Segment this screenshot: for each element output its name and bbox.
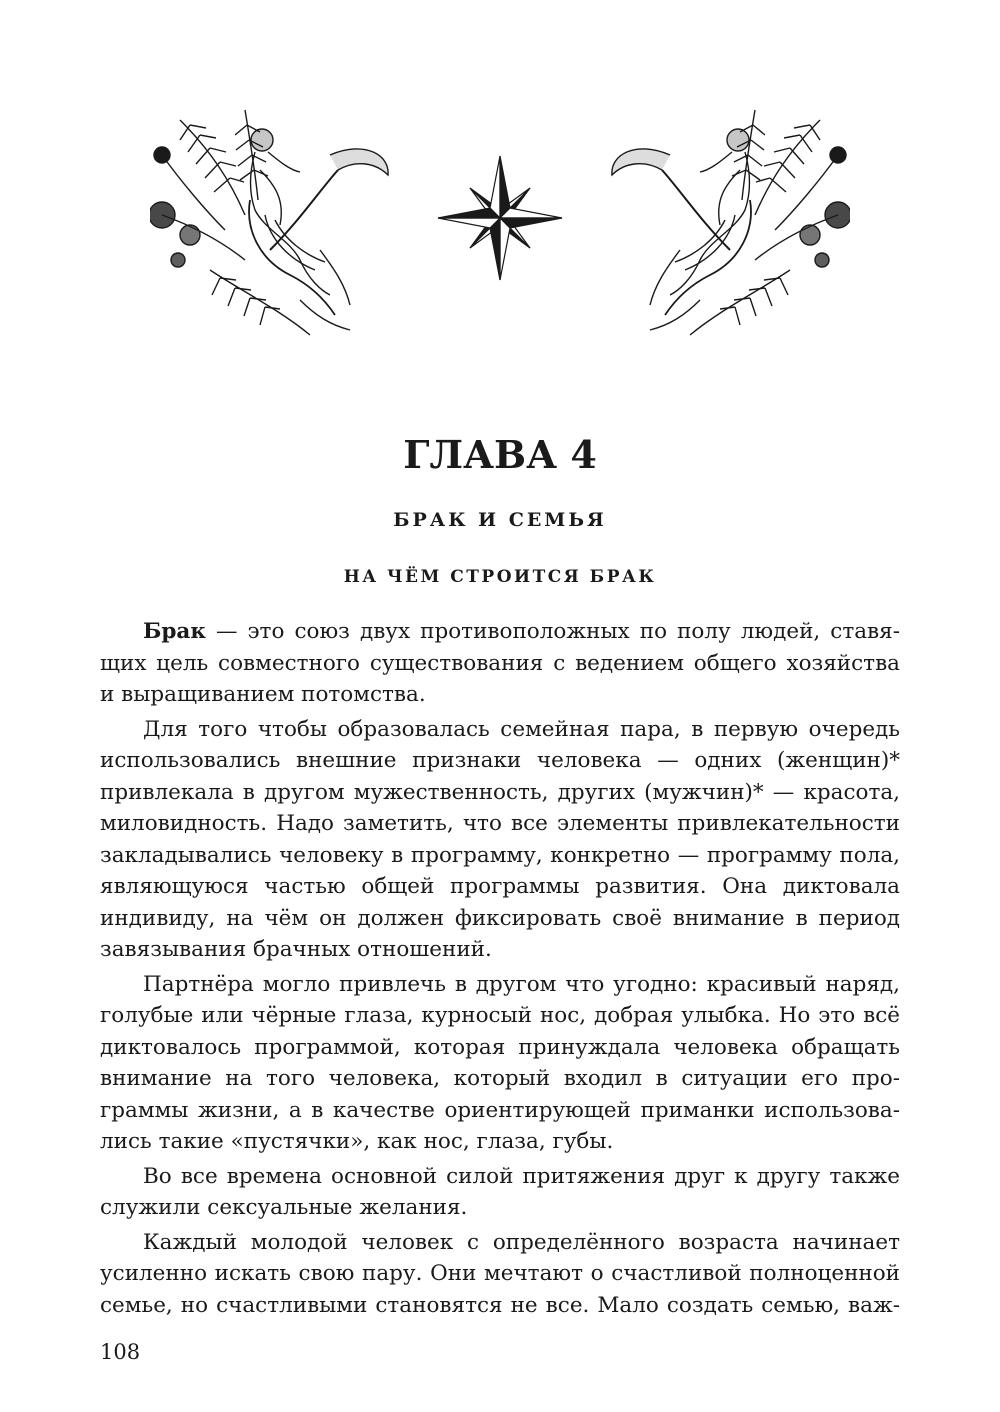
- allegorical-woman-right-illustration: [605, 100, 850, 340]
- section-title: НА ЧЁМ СТРОИТСЯ БРАК: [343, 567, 657, 587]
- paragraph: [100, 969, 900, 1158]
- text-line: миловидность. Надо заметить, что все элементы привлекательности: [100, 811, 900, 836]
- chapter-subtitle: БРАК И СЕМЬЯ: [393, 509, 607, 531]
- compass-star-icon: [437, 155, 563, 281]
- paragraph: [100, 1161, 900, 1224]
- paragraph: [100, 1227, 900, 1322]
- text-line: Во все времена основной силой притяжения друг к другу также: [143, 1163, 900, 1189]
- text-line: индивиду, на чём он должен фиксировать своё внимание в период: [100, 905, 900, 931]
- text-line: усиленно искать свою пару. Они мечтают о счастливой полноценной: [100, 1261, 900, 1286]
- paragraph: [100, 714, 900, 966]
- text-line: закладывались человеку в программу, конкретно — программу пола,: [100, 842, 900, 868]
- text-line: и выращиванием потомства.: [100, 682, 426, 707]
- text-line: диктовалось программой, которая принуждала человека обращать: [100, 1034, 900, 1060]
- allegorical-woman-left-illustration: [150, 100, 395, 340]
- text-line: граммы жизни, а в качестве ориентирующей приманки использова-: [100, 1097, 900, 1123]
- chapter-title: ГЛАВА 4: [403, 432, 597, 477]
- text-line: Брак — это союз двух противоположных по полу людей, ставя-: [143, 619, 900, 644]
- text-line: завязывания брачных отношений.: [100, 937, 492, 962]
- text-line: Партнёра могло привлечь в другом что угодно: красивый наряд,: [143, 971, 900, 997]
- paragraph: [100, 616, 900, 711]
- text-line: привлекала в другом мужественность, других (мужчин)* — красота,: [100, 779, 900, 805]
- page-number: 108: [100, 1340, 141, 1364]
- text-line: использовались внешние признаки человека — одних (женщин)*: [100, 748, 900, 773]
- term-brak: Брак: [143, 619, 206, 644]
- text-line: внимание на того человека, который входил в ситуации его про-: [100, 1066, 900, 1091]
- text-line: служили сексуальные желания.: [100, 1195, 468, 1220]
- body-text: [100, 616, 900, 1321]
- text-line: Для того чтобы образовалась семейная пара, в первую очередь: [143, 716, 900, 742]
- text-line: семье, но счастливыми становятся не все. Мало создать семью, важ-: [100, 1292, 900, 1318]
- text-line: лись такие «пустячки», как нос, глаза, губы.: [100, 1129, 614, 1154]
- text-line: являющуюся частью общей программы развития. Она диктовала: [100, 874, 900, 899]
- text-line: голубые или чёрные глаза, курносый нос, добрая улыбка. Но это всё: [100, 1003, 900, 1028]
- text-line: щих цель совместного существования с ведением общего хозяйства: [100, 650, 900, 676]
- text-line: Каждый молодой человек с определённого возраста начинает: [143, 1229, 900, 1255]
